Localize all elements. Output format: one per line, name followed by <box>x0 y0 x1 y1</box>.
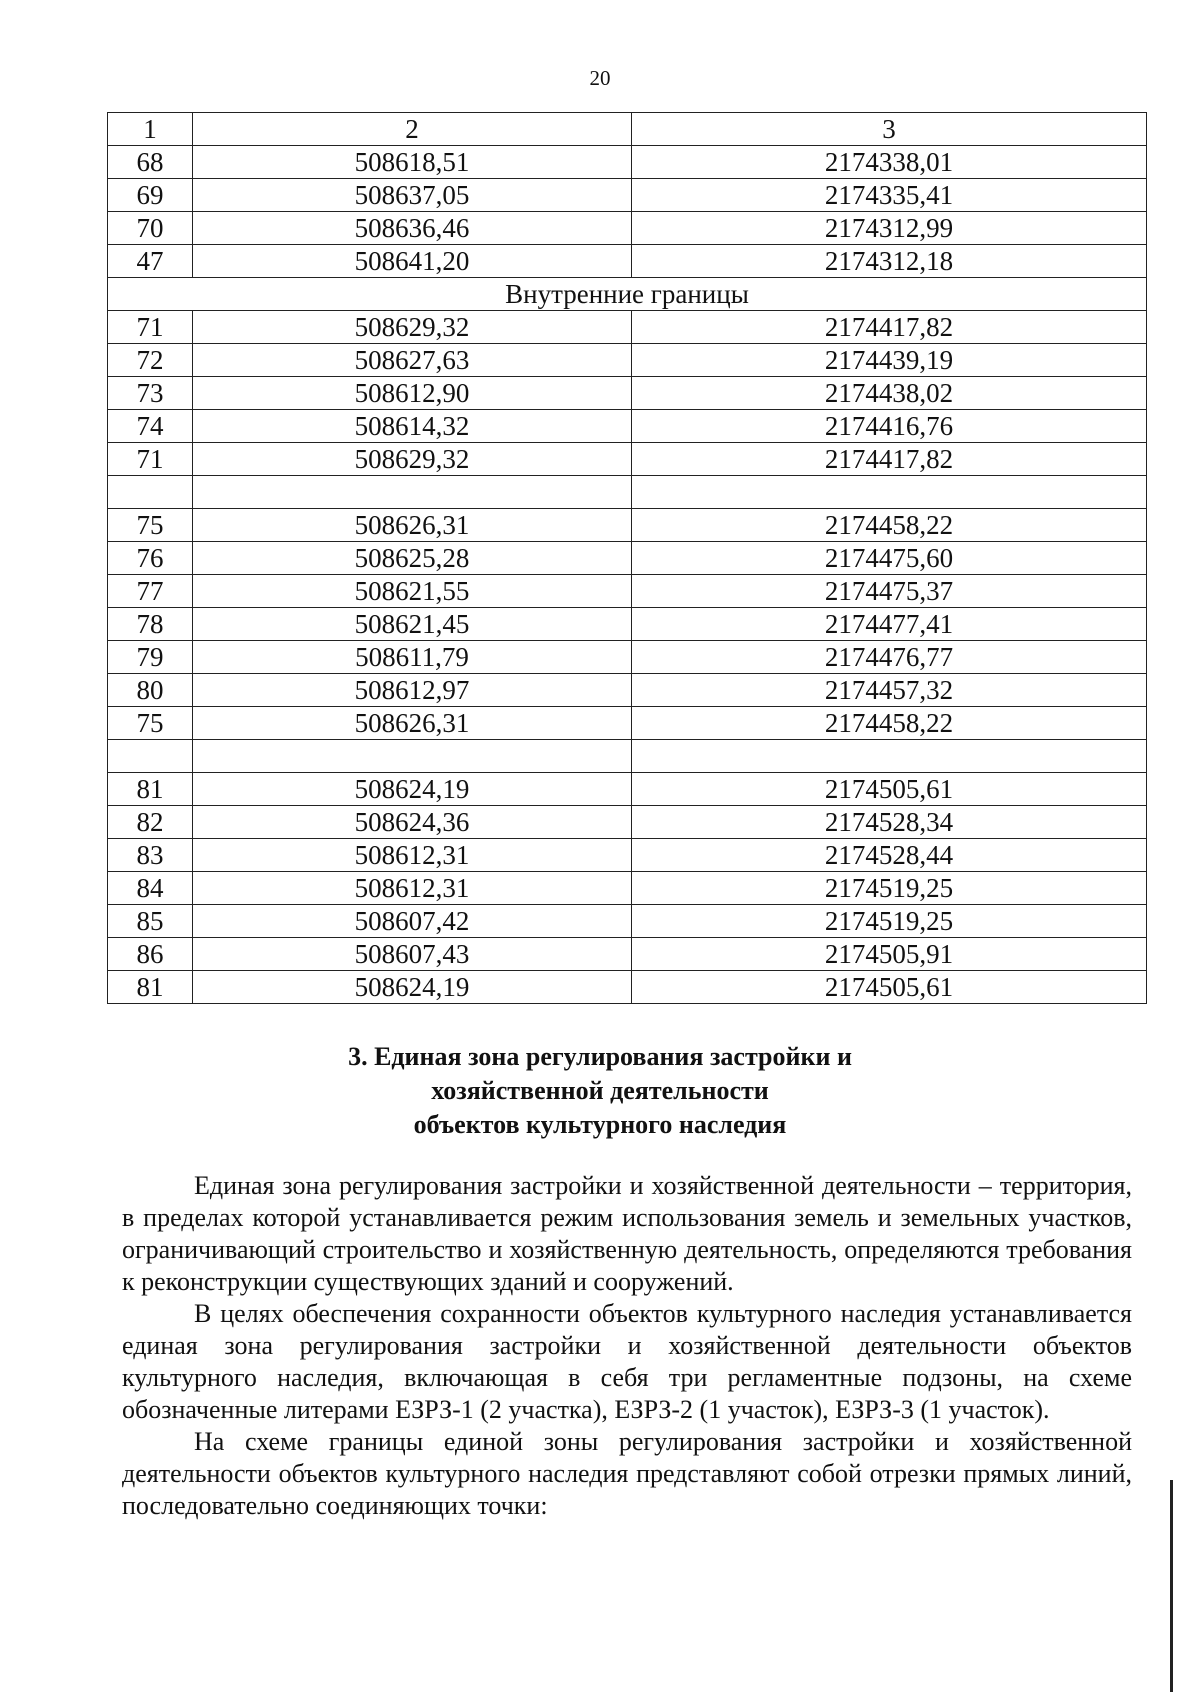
y-coordinate: 2174477,41 <box>632 608 1147 641</box>
point-number: 77 <box>108 575 193 608</box>
empty-cell <box>108 740 193 773</box>
point-number: 78 <box>108 608 193 641</box>
point-number: 82 <box>108 806 193 839</box>
table-row <box>108 146 1147 179</box>
y-coordinate: 2174519,25 <box>632 872 1147 905</box>
point-number: 86 <box>108 938 193 971</box>
x-coordinate: 508641,20 <box>193 245 632 278</box>
point-number: 68 <box>108 146 193 179</box>
table-row <box>108 773 1147 806</box>
x-coordinate: 508636,46 <box>193 212 632 245</box>
paragraph-2: В целях обеспечения сохранности объектов культурного наследия устанавливается единая зона регулирования застройки и хозяйственной деятельности объектов культурного наследия, включающая в себя три регламентные подзоны, на схеме обозначенные литерами ЕЗРЗ-1 (2 участка), ЕЗРЗ-2 (1 участок), ЕЗРЗ-3 (1 участок). <box>122 1299 1132 1424</box>
point-number: 81 <box>108 971 193 1004</box>
x-coordinate: 508637,05 <box>193 179 632 212</box>
x-coordinate: 508621,45 <box>193 608 632 641</box>
y-coordinate: 2174528,34 <box>632 806 1147 839</box>
table-row <box>108 806 1147 839</box>
x-coordinate: 508629,32 <box>193 443 632 476</box>
x-coordinate: 508614,32 <box>193 410 632 443</box>
point-number: 84 <box>108 872 193 905</box>
x-coordinate: 508624,19 <box>193 971 632 1004</box>
coordinates-table <box>107 112 1147 1004</box>
table-row <box>108 707 1147 740</box>
y-coordinate: 2174439,19 <box>632 344 1147 377</box>
table-row <box>108 575 1147 608</box>
header-col-1: 1 <box>108 113 193 146</box>
table-row <box>108 377 1147 410</box>
point-number: 76 <box>108 542 193 575</box>
point-number: 80 <box>108 674 193 707</box>
table-row <box>108 839 1147 872</box>
x-coordinate: 508627,63 <box>193 344 632 377</box>
table-row <box>108 905 1147 938</box>
point-number: 75 <box>108 707 193 740</box>
x-coordinate: 508624,36 <box>193 806 632 839</box>
y-coordinate: 2174519,25 <box>632 905 1147 938</box>
point-number: 73 <box>108 377 193 410</box>
header-col-3: 3 <box>632 113 1147 146</box>
empty-cell <box>193 740 632 773</box>
table-row <box>108 938 1147 971</box>
section-heading-line-3: объектов культурного наследия <box>413 1110 787 1139</box>
x-coordinate: 508626,31 <box>193 509 632 542</box>
table-row <box>108 179 1147 212</box>
table-row <box>108 245 1147 278</box>
section-label: Внутренние границы <box>108 278 1147 311</box>
table-row <box>108 443 1147 476</box>
x-coordinate: 508618,51 <box>193 146 632 179</box>
table-row <box>108 344 1147 377</box>
point-number: 75 <box>108 509 193 542</box>
table-row <box>108 410 1147 443</box>
table-row <box>108 542 1147 575</box>
point-number: 71 <box>108 443 193 476</box>
point-number: 83 <box>108 839 193 872</box>
table-row <box>108 641 1147 674</box>
y-coordinate: 2174505,61 <box>632 971 1147 1004</box>
x-coordinate: 508612,31 <box>193 839 632 872</box>
y-coordinate: 2174416,76 <box>632 410 1147 443</box>
y-coordinate: 2174505,61 <box>632 773 1147 806</box>
empty-cell <box>108 476 193 509</box>
x-coordinate: 508625,28 <box>193 542 632 575</box>
x-coordinate: 508607,43 <box>193 938 632 971</box>
section-heading-line-1: 3. Единая зона регулирования застройки и <box>348 1042 852 1071</box>
point-number: 81 <box>108 773 193 806</box>
header-col-2: 2 <box>193 113 632 146</box>
point-number: 69 <box>108 179 193 212</box>
x-coordinate: 508624,19 <box>193 773 632 806</box>
table-row <box>108 212 1147 245</box>
y-coordinate: 2174505,91 <box>632 938 1147 971</box>
y-coordinate: 2174528,44 <box>632 839 1147 872</box>
point-number: 47 <box>108 245 193 278</box>
x-coordinate: 508612,31 <box>193 872 632 905</box>
table-row <box>108 311 1147 344</box>
x-coordinate: 508607,42 <box>193 905 632 938</box>
point-number: 72 <box>108 344 193 377</box>
y-coordinate: 2174417,82 <box>632 311 1147 344</box>
y-coordinate: 2174457,32 <box>632 674 1147 707</box>
empty-cell <box>632 740 1147 773</box>
table-row <box>108 971 1147 1004</box>
table-section-row <box>108 278 1147 311</box>
y-coordinate: 2174475,60 <box>632 542 1147 575</box>
y-coordinate: 2174476,77 <box>632 641 1147 674</box>
y-coordinate: 2174312,99 <box>632 212 1147 245</box>
y-coordinate: 2174338,01 <box>632 146 1147 179</box>
y-coordinate: 2174458,22 <box>632 707 1147 740</box>
x-coordinate: 508612,97 <box>193 674 632 707</box>
table-empty-row <box>108 476 1147 509</box>
empty-cell <box>193 476 632 509</box>
point-number: 70 <box>108 212 193 245</box>
y-coordinate: 2174312,18 <box>632 245 1147 278</box>
y-coordinate: 2174458,22 <box>632 509 1147 542</box>
point-number: 74 <box>108 410 193 443</box>
paragraph-1: Единая зона регулирования застройки и хозяйственной деятельности – территория, в пределах которой устанавливается режим использования земель и земельных участков, ограничивающий строительство и хозяйственную деятельность, определяются требования к реконструкции существующих зданий и сооружений. <box>122 1171 1132 1296</box>
page-number: 20 <box>589 66 611 90</box>
table-row <box>108 608 1147 641</box>
x-coordinate: 508626,31 <box>193 707 632 740</box>
page-edge-line <box>1170 1480 1173 1692</box>
paragraph-3: На схеме границы единой зоны регулирования застройки и хозяйственной деятельности объектов культурного наследия представляют собой отрезки прямых линий, последовательно соединяющих точки: <box>122 1427 1132 1520</box>
table-row <box>108 872 1147 905</box>
table-row <box>108 674 1147 707</box>
table-header-row <box>108 113 1147 146</box>
empty-cell <box>632 476 1147 509</box>
x-coordinate: 508621,55 <box>193 575 632 608</box>
y-coordinate: 2174438,02 <box>632 377 1147 410</box>
table-row <box>108 509 1147 542</box>
table-empty-row <box>108 740 1147 773</box>
body-text <box>122 1170 1132 1522</box>
x-coordinate: 508611,79 <box>193 641 632 674</box>
section-heading <box>0 1040 1200 1142</box>
point-number: 71 <box>108 311 193 344</box>
x-coordinate: 508612,90 <box>193 377 632 410</box>
y-coordinate: 2174475,37 <box>632 575 1147 608</box>
point-number: 85 <box>108 905 193 938</box>
section-heading-line-2: хозяйственной деятельности <box>431 1076 769 1105</box>
y-coordinate: 2174335,41 <box>632 179 1147 212</box>
y-coordinate: 2174417,82 <box>632 443 1147 476</box>
x-coordinate: 508629,32 <box>193 311 632 344</box>
point-number: 79 <box>108 641 193 674</box>
